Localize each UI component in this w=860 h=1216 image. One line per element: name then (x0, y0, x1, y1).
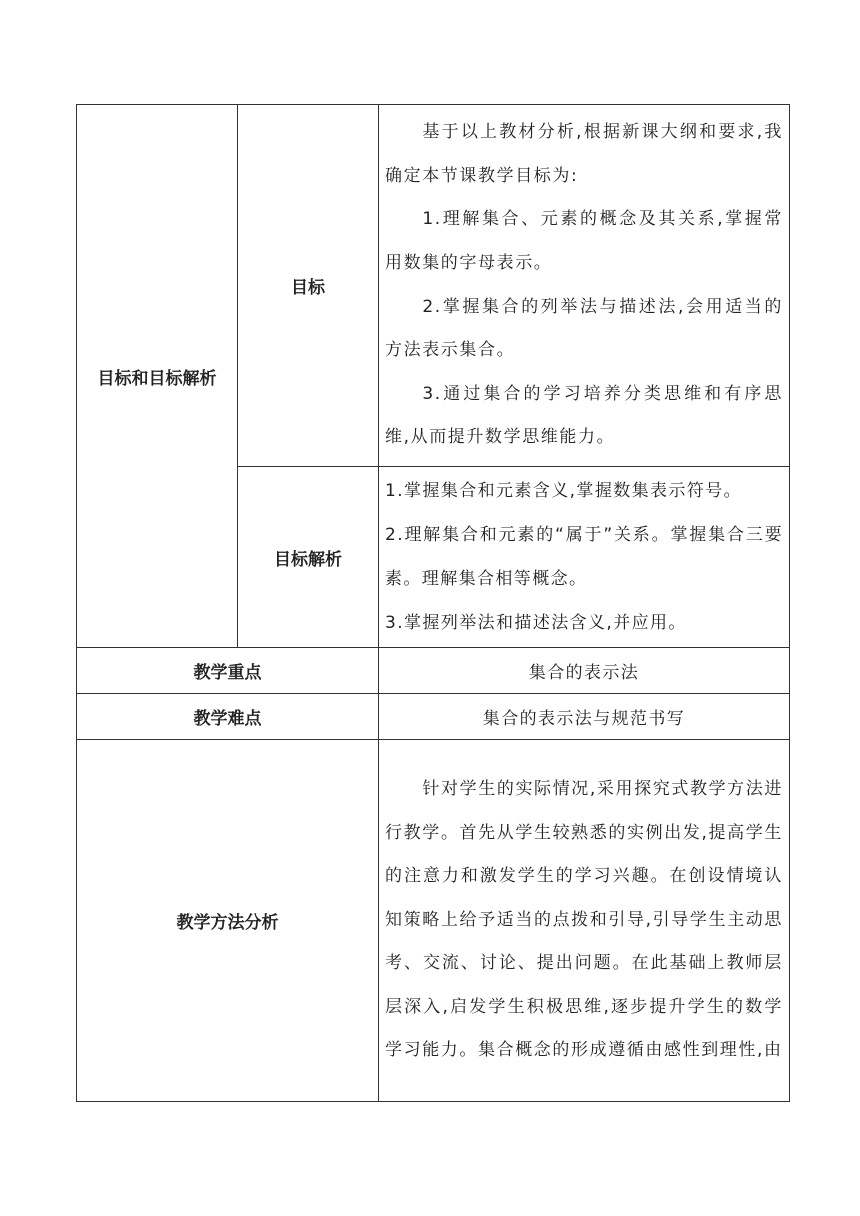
goal-paragraph: 1.理解集合、元素的概念及其关系,掌握常用数集的字母表示。 (385, 209, 783, 273)
goal-paragraph: 基于以上教材分析,根据新课大纲和要求,我确定本节课教学目标为: (385, 122, 783, 186)
goal-paragraph: 2.掌握集合的列举法与描述法,会用适当的方法表示集合。 (385, 296, 783, 361)
key-point-row (77, 648, 790, 694)
goal-section-label-text: 目标和目标解析 (97, 368, 217, 389)
difficulty-value-text: 集合的表示法与规范书写 (482, 709, 686, 729)
method-label-text: 教学方法分析 (176, 913, 279, 933)
analysis-label-text: 目标解析 (274, 549, 342, 570)
method-paragraph: 针对学生的实际情况,采用探究式教学方法进行教学。首先从学生较熟悉的实例出发,提高学生的注意力和激发学生的学习兴趣。在创设情境认知策略上给予适当的点拨和引导,引导学生主动思考、交流、讨论、提出问题。在此基础上教师层层深入,启发学生积极思维,逐步提升学生的数学学习能力。集合概念的形成遵循由感性到理性,由 (385, 778, 783, 1061)
key-point-value-text: 集合的表示法 (528, 663, 640, 683)
goal-label (238, 105, 379, 467)
goal-content (379, 105, 790, 467)
goal-label-text: 目标 (291, 278, 325, 298)
method-content (379, 740, 790, 1102)
difficulty-row (77, 694, 790, 740)
analysis-label (238, 467, 379, 648)
goal-paragraph: 3.通过集合的学习培养分类思维和有序思维,从而提升数学思维能力。 (385, 383, 783, 448)
goal-row (77, 105, 790, 467)
analysis-paragraph: 1.掌握集合和元素含义,掌握数集表示符号。 (385, 481, 743, 501)
analysis-paragraph: 2.理解集合和元素的“属于”关系。掌握集合三要素。理解集合相等概念。 (385, 525, 783, 589)
difficulty-value (379, 694, 790, 740)
method-label (77, 740, 379, 1102)
difficulty-label (77, 694, 379, 740)
difficulty-label-text: 教学难点 (193, 709, 262, 729)
key-point-label (77, 648, 379, 694)
key-point-value (379, 648, 790, 694)
lesson-plan-table (76, 104, 790, 1102)
analysis-content (379, 467, 790, 648)
method-row (77, 740, 790, 1102)
analysis-paragraph: 3.掌握列举法和描述法含义,并应用。 (385, 613, 687, 633)
key-point-label-text: 教学重点 (193, 663, 262, 683)
goal-section-label (77, 105, 238, 648)
